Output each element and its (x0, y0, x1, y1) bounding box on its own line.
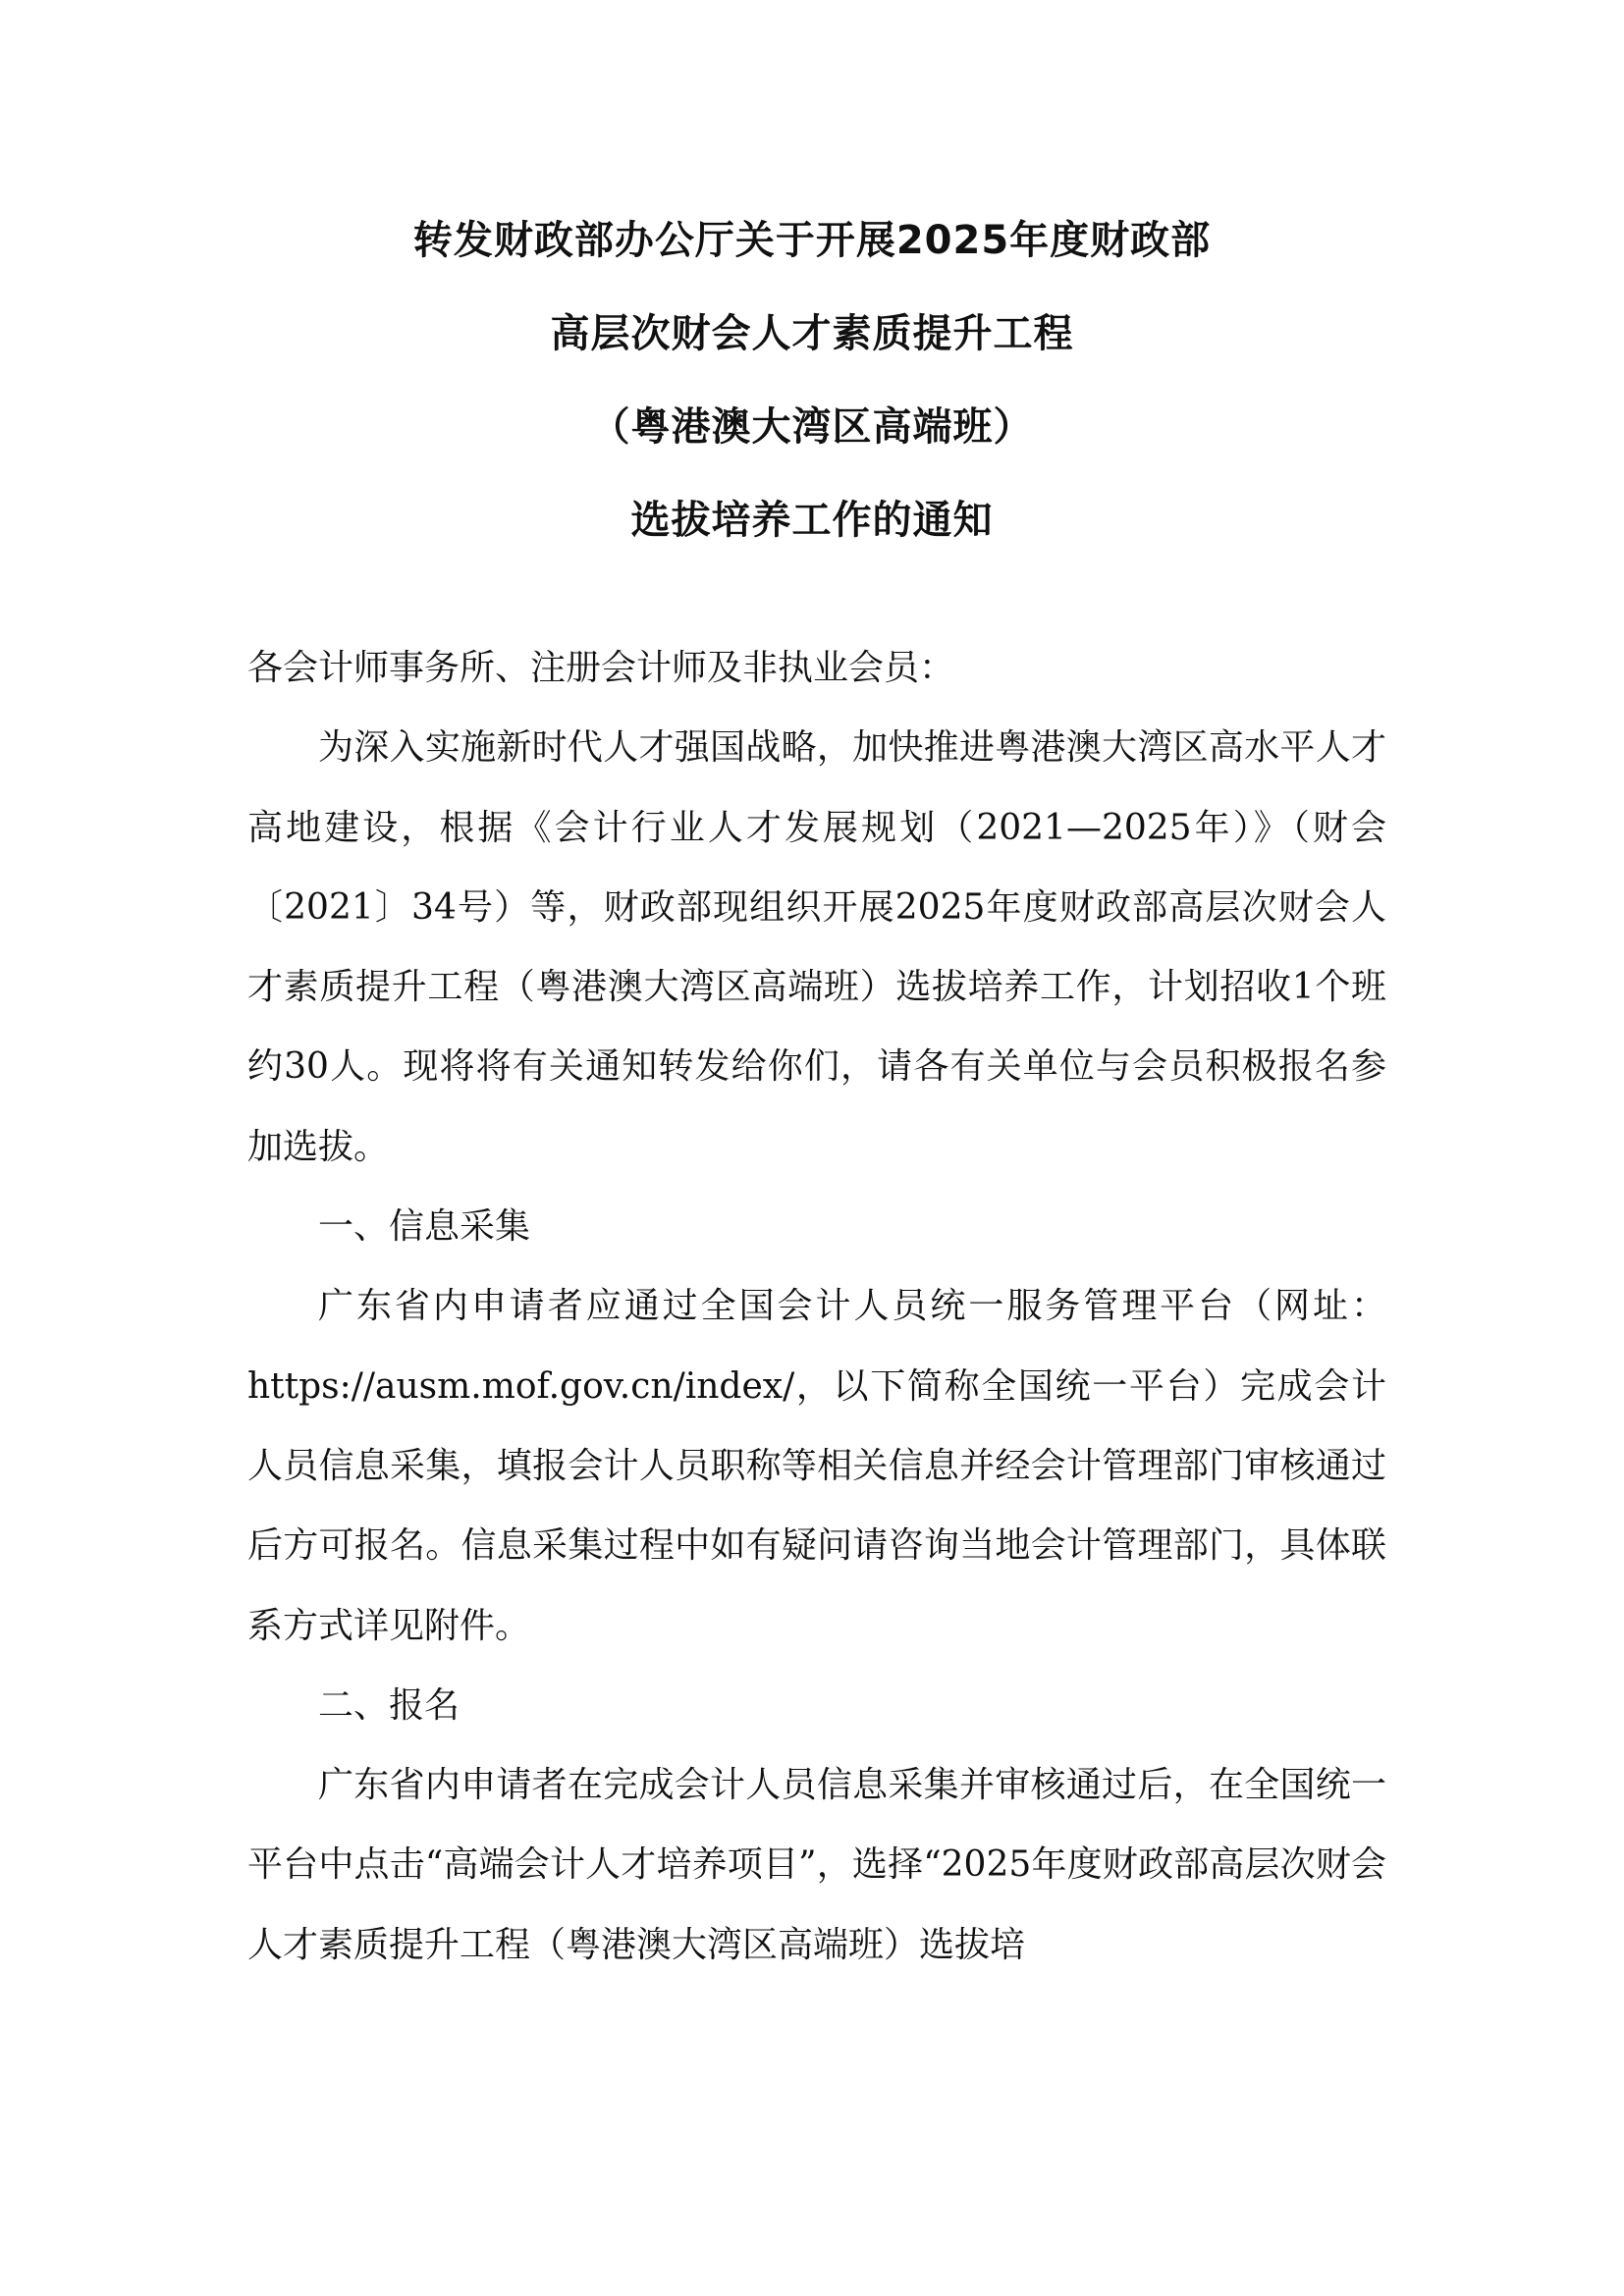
title-line-3: （粤港澳大湾区高端班） (590, 404, 1034, 450)
title-line-2: 高层次财会人才素质提升工程 (550, 311, 1074, 356)
section-2-text: 广东省内申请者在完成会计人员信息采集并审核通过后，在全国统一平台中点击“高端会计人才培养项目”，选择“2025年度财政部高层次财会人才素质提升工程（粤港澳大湾区高端班）选拔培 (247, 1765, 1386, 1965)
paragraph-intro: 为深入实施新时代人才强国战略，加快推进粤港澳大湾区高水平人才高地建设，根据《会计行业人才发展规划（2021—2025年）》（财会〔2021〕34号）等，财政部现组织开展2025年度财政部高层次财会人才素质提升工程（粤港澳大湾区高端班）选拔培养工作，计划招收1个班约30人。现将将有关通知转发给你们，请各有关单位与会员积极报名参加选拔。 (247, 727, 1386, 1167)
section-1-heading: 一、信息采集 (318, 1206, 531, 1248)
document-title (0, 194, 1624, 567)
section-1-text: 广东省内申请者应通过全国会计人员统一服务管理平台（网址：https://ausm.mof.gov.cn/index/，以下简称全国统一平台）完成会计人员信息采集，填报会计人员职称等相关信息并经会计管理部门审核通过后方可报名。信息采集过程中如有疑问请咨询当地会计管理部门，具体联系方式详见附件。 (247, 1286, 1386, 1646)
title-line-4: 选拔培养工作的通知 (630, 498, 994, 543)
document-body (247, 628, 1386, 1985)
section-2-heading: 二、报名 (318, 1684, 460, 1726)
title-line-1: 转发财政部办公厅关于开展2025年度财政部 (412, 218, 1212, 263)
salutation: 各会计师事务所、注册会计师及非执业会员： (247, 648, 955, 688)
